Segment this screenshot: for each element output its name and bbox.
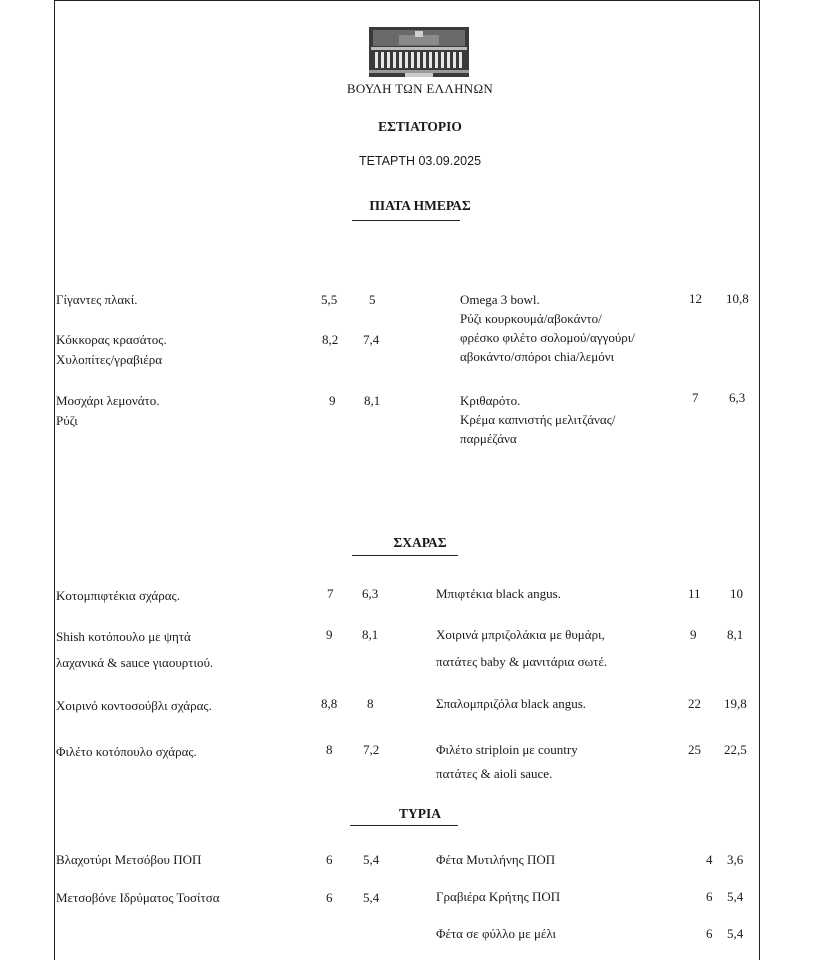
- menu-item-name: Σπαλομπριζόλα black angus.: [436, 696, 587, 711]
- menu-item-price-discount: 8,1: [364, 393, 381, 408]
- menu-item-description: παρμέζάνα: [460, 431, 517, 446]
- menu-item-price: 8,8: [321, 696, 338, 711]
- menu-item-price-discount: 5,4: [727, 926, 744, 941]
- menu-item-name: Χοιρινά μπριζολάκια με θυμάρι,: [436, 627, 605, 642]
- menu-item-name: Γραβιέρα Κρήτης ΠΟΠ: [436, 889, 561, 904]
- menu-item-name: Φιλέτο κοτόπουλο σχάρας.: [56, 744, 197, 759]
- menu-item-name: Μετσοβόνε Ιδρύματος Τοσίτσα: [56, 890, 220, 905]
- menu-item-price-discount: 10: [730, 586, 743, 601]
- menu-item-price: 6: [706, 889, 713, 904]
- menu-item-price: 8: [326, 742, 333, 757]
- menu-item-name: Κοτομπιφτέκια σχάρας.: [56, 588, 180, 603]
- menu-item-price-discount: 3,6: [727, 852, 744, 867]
- menu-item-name: Βλαχοτύρι Μετσόβου ΠΟΠ: [56, 852, 202, 867]
- menu-item-price-discount: 10,8: [726, 291, 749, 306]
- menu-item-description: Ρύζι: [56, 413, 78, 428]
- menu-date: ΤΕΤΑΡΤΗ 03.09.2025: [358, 154, 482, 168]
- menu-item-price: 5,5: [321, 292, 338, 307]
- menu-item-price: 6: [326, 852, 333, 867]
- menu-item-description: λαχανικά & sauce γιαουρτιού.: [56, 655, 214, 670]
- menu-item-name: Κόκκορας κρασάτος.: [56, 332, 167, 347]
- menu-item-price-discount: 5: [369, 292, 376, 307]
- menu-item-description: Κρέμα καπνιστής μελιτζάνας/: [460, 412, 616, 427]
- menu-item-description: Ρύζι κουρκουμά/αβοκάντο/: [460, 311, 602, 326]
- menu-item-price: 6: [706, 926, 713, 941]
- menu-item-description: αβοκάντο/σπόροι chia/λεμόνι: [460, 349, 615, 364]
- menu-item-name: Χοιρινό κοντοσούβλι σχάρας.: [56, 698, 212, 713]
- menu-item-name: Γίγαντες πλακί.: [56, 292, 138, 307]
- menu-item-name: Μοσχάρι λεμονάτο.: [56, 393, 160, 408]
- menu-item-price: 6: [326, 890, 333, 905]
- menu-item-name: Κριθαρότο.: [460, 393, 521, 408]
- menu-item-price: 25: [688, 742, 701, 757]
- menu-item-price-discount: 5,4: [727, 889, 744, 904]
- menu-item-price: 7: [692, 390, 699, 405]
- menu-item-price: 12: [689, 291, 702, 306]
- menu-item-price-discount: 6,3: [362, 586, 379, 601]
- menu-item-name: Omega 3 bowl.: [460, 292, 540, 307]
- parliament-building-icon: [369, 27, 469, 77]
- menu-item-price-discount: 7,2: [363, 742, 380, 757]
- menu-item-name: Μπιφτέκια black angus.: [436, 586, 561, 601]
- menu-item-price-discount: 8,1: [727, 627, 744, 642]
- menu-item-price: 9: [326, 627, 333, 642]
- menu-item-description: πατάτες baby & μανιτάρια σωτέ.: [436, 654, 608, 669]
- menu-item-price: 9: [329, 393, 336, 408]
- menu-item-price-discount: 8: [367, 696, 374, 711]
- section-underline: [352, 555, 458, 556]
- parliament-name: ΒΟΥΛΗ ΤΩΝ ΕΛΛΗΝΩΝ: [346, 81, 494, 96]
- menu-item-description: πατάτες & aioli sauce.: [436, 766, 553, 781]
- menu-item-price: 22: [688, 696, 701, 711]
- menu-item-description: φρέσκο φιλέτο σολομού/αγγούρι/: [460, 330, 635, 345]
- section-title-cheese: ΤΥΡΙΑ: [398, 806, 441, 821]
- menu-item-price-discount: 6,3: [729, 390, 746, 405]
- menu-item-price-discount: 5,4: [363, 852, 380, 867]
- section-underline: [352, 220, 460, 221]
- menu-item-price: 8,2: [322, 332, 339, 347]
- section-title-daily: ΠΙΑΤΑ ΗΜΕΡΑΣ: [369, 198, 471, 213]
- menu-item-price-discount: 19,8: [724, 696, 747, 711]
- menu-item-price: 9: [690, 627, 697, 642]
- menu-item-price: 11: [688, 586, 701, 601]
- menu-item-name: Φέτα Μυτιλήνης ΠΟΠ: [436, 852, 556, 867]
- menu-item-name: Φέτα σε φύλλο με μέλι: [436, 926, 557, 941]
- menu-item-price-discount: 7,4: [363, 332, 380, 347]
- menu-item-name: Φιλέτο striploin με country: [436, 742, 578, 757]
- menu-item-name: Shish κοτόπουλο με ψητά: [56, 629, 191, 644]
- menu-item-description: Χυλοπίτες/γραβιέρα: [56, 352, 163, 367]
- menu-item-price: 7: [327, 586, 334, 601]
- menu-item-price-discount: 5,4: [363, 890, 380, 905]
- restaurant-title: ΕΣΤΙΑΤΟΡΙΟ: [378, 119, 462, 134]
- section-title-grill: ΣΧΑΡΑΣ: [393, 535, 447, 550]
- menu-item-price-discount: 22,5: [724, 742, 747, 757]
- menu-item-price-discount: 8,1: [362, 627, 379, 642]
- section-underline: [350, 825, 458, 826]
- menu-item-price: 4: [706, 852, 713, 867]
